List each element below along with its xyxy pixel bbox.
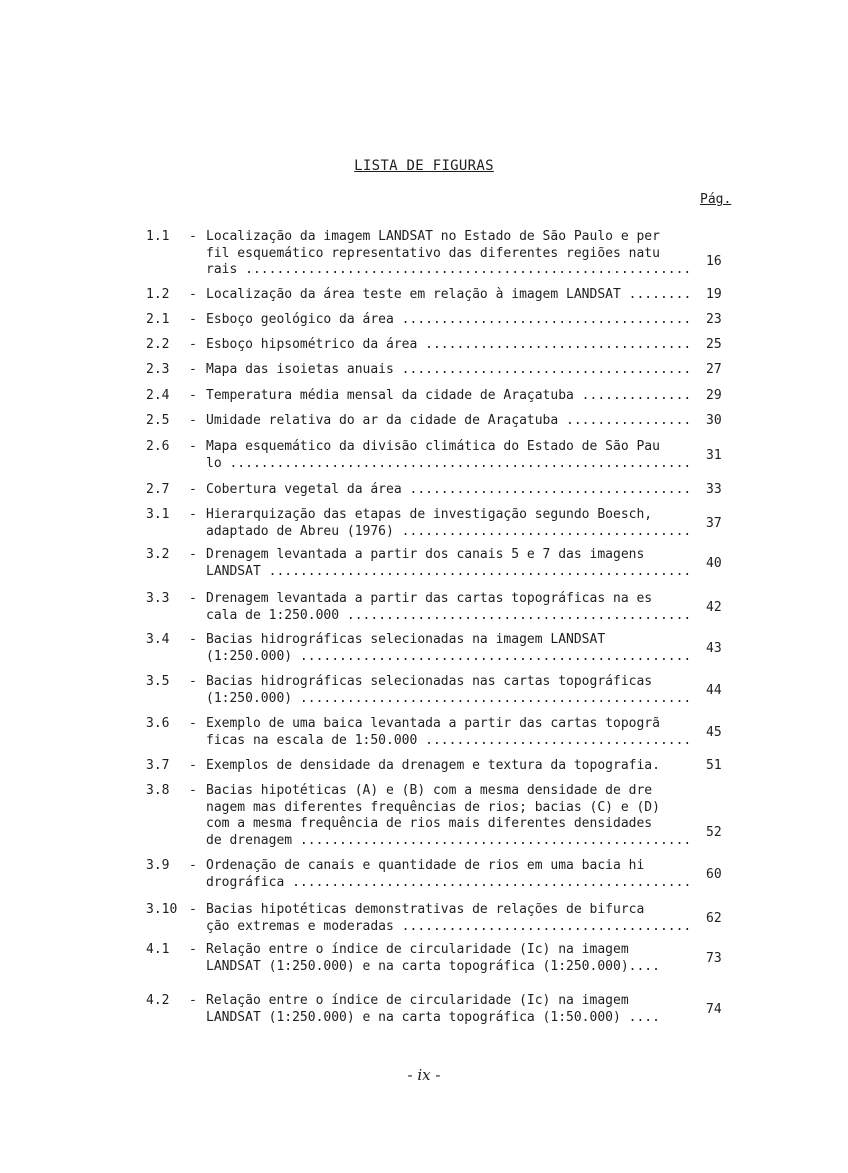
figure-caption [206, 783, 694, 849]
figure-caption [206, 312, 694, 329]
page-number: 73 [706, 950, 722, 966]
caption-line: ção extremas e moderadas ..... [206, 919, 694, 936]
caption-line: Temperatura média mensal da cidade de Araçatuba ..... [206, 388, 694, 405]
figure-number: 2.5 [146, 413, 170, 428]
entry-dash: - [189, 229, 197, 244]
caption-line: rais ..... [206, 262, 694, 279]
caption-line: LANDSAT ..... [206, 564, 694, 581]
caption-line: ficas na escala de 1:50.000 ..... [206, 733, 694, 750]
entry-dash: - [189, 337, 197, 352]
entry-dash: - [189, 783, 197, 798]
entry-dash: - [189, 312, 197, 327]
page-number: 44 [706, 682, 722, 698]
page-number: 33 [706, 482, 722, 497]
caption-line: Bacias hidrográficas selecionadas na imagem LANDSAT [206, 632, 606, 647]
caption-line: (1:250.000) ..... [206, 691, 694, 708]
figure-caption [206, 507, 694, 540]
figure-number: 3.6 [146, 716, 170, 731]
entry-dash: - [189, 993, 197, 1008]
entry-dash: - [189, 591, 197, 606]
caption-line: com a mesma frequência de rios mais diferentes densidades [206, 816, 653, 831]
entry-dash: - [189, 758, 197, 773]
page-number: 51 [706, 758, 722, 773]
figure-caption [206, 547, 694, 580]
caption-line: Exemplos de densidade da drenagem e textura da topografia. [206, 758, 660, 773]
page-number: 25 [706, 337, 722, 352]
figure-number: 2.7 [146, 482, 170, 497]
caption-line: fil esquemático representativo das diferentes regiões natu [206, 245, 660, 261]
caption-line: Relação entre o índice de circularidade (Ic) na imagem [206, 993, 629, 1008]
caption-line: (1:250.000) ..... [206, 649, 694, 666]
figure-caption [206, 632, 694, 665]
caption-line: Bacias hidrográficas selecionadas nas cartas topográficas [206, 674, 653, 689]
entry-dash: - [189, 413, 197, 428]
figure-caption [206, 287, 694, 304]
entry-dash: - [189, 507, 197, 522]
figure-number: 2.6 [146, 439, 170, 454]
page-number-footer: - ix - [407, 1066, 441, 1084]
entry-dash: - [189, 439, 197, 454]
page-number: 62 [706, 910, 722, 926]
caption-line: LANDSAT (1:250.000) e na carta topográfica (1:250.000).... [206, 958, 660, 974]
entry-dash: - [189, 858, 197, 873]
figure-caption [206, 482, 694, 499]
figure-caption [206, 942, 694, 975]
caption-line: lo ..... [206, 456, 694, 473]
page-title: LISTA DE FIGURAS [354, 158, 494, 174]
figure-number: 3.4 [146, 632, 170, 647]
entry-dash: - [189, 362, 197, 377]
entry-dash: - [189, 902, 197, 917]
caption-line: adaptado de Abreu (1976) ..... [206, 524, 694, 541]
caption-line: de drenagem ..... [206, 833, 694, 850]
caption-line: Mapa das isoietas anuais ..... [206, 362, 694, 379]
page-number: 30 [706, 413, 722, 428]
page-number: 45 [706, 724, 722, 740]
figure-caption [206, 229, 694, 279]
caption-line: Hierarquização das etapas de investigação segundo Boesch, [206, 507, 653, 522]
figure-caption [206, 362, 694, 379]
figure-number: 1.1 [146, 229, 170, 244]
caption-line: Exemplo de uma baica levantada a partir das cartas topogrã [206, 716, 660, 731]
figure-number: 2.3 [146, 362, 170, 377]
figure-number: 3.7 [146, 758, 170, 773]
figure-caption [206, 716, 694, 749]
figure-number: 3.5 [146, 674, 170, 689]
caption-line: Umidade relativa do ar da cidade de Araçatuba ..... [206, 413, 694, 430]
caption-line: Localização da imagem LANDSAT no Estado de São Paulo e per [206, 229, 660, 244]
page-number: 27 [706, 362, 722, 377]
caption-line: Bacias hipotéticas (A) e (B) com a mesma densidade de dre [206, 783, 653, 798]
figure-number: 2.1 [146, 312, 170, 327]
figure-caption [206, 413, 694, 430]
caption-line: Mapa esquemático da divisão climática do Estado de São Pau [206, 439, 660, 454]
caption-line: drográfica ..... [206, 875, 694, 892]
figure-caption [206, 591, 694, 624]
entry-dash: - [189, 674, 197, 689]
entry-dash: - [189, 287, 197, 302]
caption-line: Esboço hipsométrico da área ..... [206, 337, 694, 354]
caption-line: Ordenação de canais e quantidade de rios em uma bacia hi [206, 858, 645, 873]
figure-caption [206, 337, 694, 354]
page-number: 43 [706, 640, 722, 656]
figure-number: 3.10 [146, 902, 178, 917]
figure-number: 3.1 [146, 507, 170, 522]
page-number: 29 [706, 388, 722, 403]
figure-number: 2.2 [146, 337, 170, 352]
caption-line: Localização da área teste em relação à imagem LANDSAT ..... [206, 287, 694, 304]
caption-line: Cobertura vegetal da área ..... [206, 482, 694, 499]
entry-dash: - [189, 547, 197, 562]
caption-line: Drenagem levantada a partir das cartas topográficas na es [206, 591, 653, 606]
page-number: 60 [706, 866, 722, 882]
entry-dash: - [189, 482, 197, 497]
page-number: 31 [706, 447, 722, 463]
page-number: 19 [706, 287, 722, 302]
caption-line: Drenagem levantada a partir dos canais 5 e 7 das imagens [206, 547, 645, 562]
figure-caption [206, 902, 694, 935]
figure-number: 2.4 [146, 388, 170, 403]
figure-number: 4.2 [146, 993, 170, 1008]
figure-number: 3.2 [146, 547, 170, 562]
page-number: 74 [706, 1001, 722, 1017]
caption-line: LANDSAT (1:250.000) e na carta topográfica (1:50.000) .... [206, 1009, 660, 1025]
entry-dash: - [189, 716, 197, 731]
page-number: 40 [706, 555, 722, 571]
page-column-label: Pág. [700, 192, 732, 207]
figure-caption [206, 758, 694, 775]
caption-line: cala de 1:250.000 ..... [206, 608, 694, 625]
entry-dash: - [189, 388, 197, 403]
figure-caption [206, 858, 694, 891]
entry-dash: - [189, 632, 197, 647]
figure-number: 3.8 [146, 783, 170, 798]
figure-number: 4.1 [146, 942, 170, 957]
page-number: 23 [706, 312, 722, 327]
figure-number: 3.3 [146, 591, 170, 606]
figure-caption [206, 993, 694, 1026]
figure-caption [206, 439, 694, 472]
entry-dash: - [189, 942, 197, 957]
page-number: 52 [706, 824, 722, 840]
page-number: 37 [706, 515, 722, 531]
page-number: 16 [706, 254, 722, 269]
figure-caption [206, 388, 694, 405]
figure-caption [206, 674, 694, 707]
caption-line: Relação entre o índice de circularidade (Ic) na imagem [206, 942, 629, 957]
page-number: 42 [706, 599, 722, 615]
caption-line: nagem mas diferentes frequências de rios; bacias (C) e (D) [206, 799, 660, 815]
caption-line: Bacias hipotéticas demonstrativas de relações de bifurca [206, 902, 645, 917]
caption-line: Esboço geológico da área ..... [206, 312, 694, 329]
figure-number: 1.2 [146, 287, 170, 302]
figure-number: 3.9 [146, 858, 170, 873]
